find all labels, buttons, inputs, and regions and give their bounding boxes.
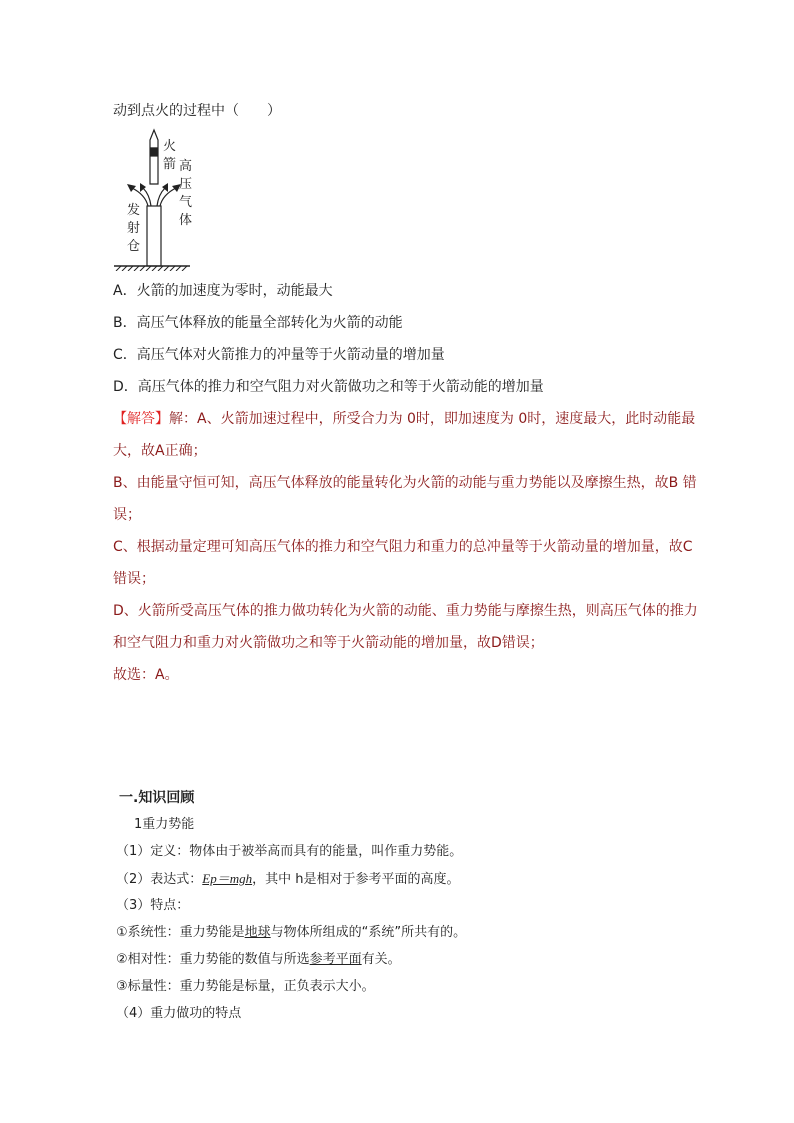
- f2-suffix: 有关。: [361, 952, 401, 967]
- answer-a-text: 解：A、火箭加速过程中，所受合力为 0时，即加速度为 0时，速度最大，此时动能最: [169, 411, 696, 427]
- answer-line-d2: 和空气阻力和重力对火箭做功之和等于火箭动能的增加量，故D错误；: [113, 635, 544, 651]
- answer-line-b2: 误；: [113, 507, 141, 523]
- review-work: （4）重力做功的特点: [116, 1006, 242, 1021]
- chamber-label-3: 仓: [127, 239, 141, 254]
- option-c: C．高压气体对火箭推力的冲量等于火箭动量的增加量: [113, 347, 445, 363]
- answer-line-a2: 大，故A正确；: [113, 443, 207, 459]
- expr-prefix: （2）表达式：: [116, 872, 203, 887]
- question-stem-tail: 动到点火的过程中（ ）: [113, 103, 281, 119]
- review-subheading: 1重力势能: [134, 817, 195, 832]
- gas-label-1: 高: [179, 159, 193, 174]
- answer-line-d1: D、火箭所受高压气体的推力做功转化为火箭的动能、重力势能与摩擦生热，则高压气体的推力: [113, 603, 698, 619]
- expr-suffix: ，其中 h是相对于参考平面的高度。: [252, 872, 460, 887]
- rocket-label-1: 火: [163, 139, 177, 154]
- chamber-label-1: 发: [127, 203, 141, 218]
- answer-line-c1: C、根据动量定理可知高压气体的推力和空气阻力和重力的总冲量等于火箭动量的增加量，故C: [113, 539, 693, 555]
- gas-label-3: 气: [179, 195, 193, 210]
- review-expression: [116, 869, 460, 890]
- answer-conclusion: 故选：A。: [113, 667, 179, 683]
- review-feature-3: ③标量性：重力势能是标量，正负表示大小。: [116, 979, 375, 994]
- option-d: D．高压气体的推力和空气阻力对火箭做功之和等于火箭动能的增加量: [113, 379, 544, 395]
- f1-underlined: 地球: [244, 925, 271, 940]
- review-feature-2: [116, 950, 401, 970]
- f2-prefix: ②相对性：重力势能的数值与所选: [116, 952, 310, 967]
- gas-label-4: 体: [179, 213, 193, 228]
- review-feature-1: [116, 923, 466, 943]
- review-definition: （1）定义：物体由于被举高而具有的能量，叫作重力势能。: [116, 844, 463, 859]
- rocket-label-2: 箭: [163, 157, 177, 172]
- launch-chamber: [147, 206, 161, 266]
- answer-line-b1: B、由能量守恒可知，高压气体释放的能量转化为火箭的动能与重力势能以及摩擦生热，故B 错: [113, 475, 697, 491]
- review-heading: 一.知识回顾: [119, 790, 195, 806]
- review-features: （3）特点：: [116, 898, 190, 913]
- answer-tag: 【解答】: [113, 411, 169, 427]
- gas-label-2: 压: [179, 177, 193, 192]
- option-b: B．高压气体释放的能量全部转化为火箭的动能: [113, 315, 403, 331]
- expr-formula: Ep＝mgh: [202, 871, 253, 886]
- f2-underlined: 参考平面: [309, 952, 362, 967]
- chamber-label-2: 射: [127, 221, 141, 236]
- answer-line-a1: [113, 409, 695, 429]
- f1-suffix: 与物体所组成的“系统”所共有的。: [270, 925, 467, 940]
- option-a: A．火箭的加速度为零时，动能最大: [113, 283, 333, 299]
- rocket-shape: [150, 130, 158, 184]
- f1-prefix: ①系统性：重力势能是: [116, 925, 245, 940]
- rocket-launch-diagram: [112, 126, 202, 271]
- answer-line-c2: 错误；: [113, 571, 155, 587]
